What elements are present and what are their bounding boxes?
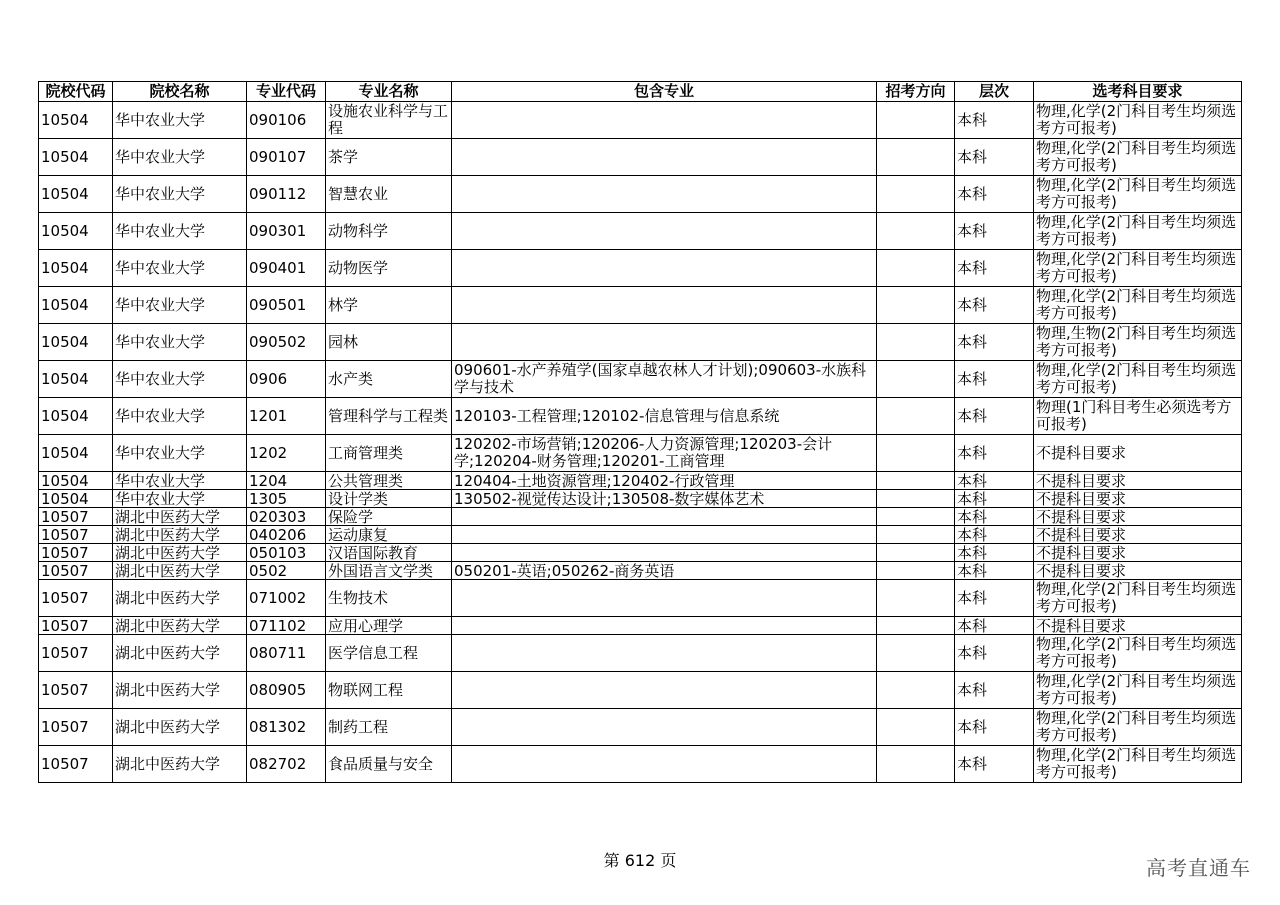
cell-school-code: 10504	[39, 176, 113, 213]
cell-school-code: 10504	[39, 435, 113, 472]
cell-major-name: 医学信息工程	[326, 635, 452, 672]
cell-major-code: 090107	[247, 139, 326, 176]
cell-level: 本科	[955, 361, 1034, 398]
cell-major-name: 工商管理类	[326, 435, 452, 472]
header-included-majors: 包含专业	[452, 82, 877, 102]
cell-included-majors	[452, 508, 877, 526]
cell-level: 本科	[955, 635, 1034, 672]
cell-school-code: 10504	[39, 213, 113, 250]
cell-subject-requirement: 不提科目要求	[1034, 526, 1242, 544]
cell-level: 本科	[955, 176, 1034, 213]
table-row	[39, 490, 1242, 508]
cell-major-code: 0502	[247, 562, 326, 580]
cell-subject-requirement: 物理,化学(2门科目考生均须选考方可报考)	[1034, 746, 1242, 783]
cell-school-name: 湖北中医药大学	[113, 526, 247, 544]
cell-major-name: 汉语国际教育	[326, 544, 452, 562]
cell-included-majors	[452, 287, 877, 324]
cell-major-code: 040206	[247, 526, 326, 544]
table-row	[39, 746, 1242, 783]
table-row	[39, 709, 1242, 746]
cell-major-name: 动物医学	[326, 250, 452, 287]
cell-school-code: 10504	[39, 361, 113, 398]
cell-school-code: 10507	[39, 544, 113, 562]
cell-subject-requirement: 物理(1门科目考生必须选考方可报考)	[1034, 398, 1242, 435]
cell-included-majors	[452, 213, 877, 250]
cell-direction	[877, 213, 955, 250]
cell-major-name: 茶学	[326, 139, 452, 176]
cell-major-code: 020303	[247, 508, 326, 526]
cell-included-majors	[452, 526, 877, 544]
cell-school-name: 华中农业大学	[113, 398, 247, 435]
cell-level: 本科	[955, 435, 1034, 472]
cell-school-name: 湖北中医药大学	[113, 544, 247, 562]
cell-school-name: 华中农业大学	[113, 472, 247, 490]
cell-school-code: 10504	[39, 139, 113, 176]
cell-major-name: 公共管理类	[326, 472, 452, 490]
cell-subject-requirement: 不提科目要求	[1034, 508, 1242, 526]
cell-direction	[877, 250, 955, 287]
cell-included-majors	[452, 672, 877, 709]
cell-school-code: 10507	[39, 672, 113, 709]
cell-major-name: 食品质量与安全	[326, 746, 452, 783]
cell-school-name: 华中农业大学	[113, 139, 247, 176]
cell-major-name: 保险学	[326, 508, 452, 526]
header-school-name: 院校名称	[113, 82, 247, 102]
cell-direction	[877, 617, 955, 635]
header-row	[39, 82, 1242, 102]
table-row	[39, 544, 1242, 562]
cell-school-code: 10504	[39, 250, 113, 287]
header-major-name: 专业名称	[326, 82, 452, 102]
cell-included-majors: 120202-市场营销;120206-人力资源管理;120203-会计学;120204-财务管理;120201-工商管理	[452, 435, 877, 472]
cell-major-code: 050103	[247, 544, 326, 562]
cell-subject-requirement: 不提科目要求	[1034, 490, 1242, 508]
cell-school-name: 湖北中医药大学	[113, 635, 247, 672]
table-row	[39, 672, 1242, 709]
cell-school-code: 10507	[39, 580, 113, 617]
cell-level: 本科	[955, 324, 1034, 361]
cell-subject-requirement: 不提科目要求	[1034, 562, 1242, 580]
table-row	[39, 398, 1242, 435]
cell-major-name: 设施农业科学与工程	[326, 102, 452, 139]
cell-school-code: 10504	[39, 490, 113, 508]
cell-school-name: 湖北中医药大学	[113, 580, 247, 617]
cell-included-majors	[452, 580, 877, 617]
cell-school-name: 湖北中医药大学	[113, 709, 247, 746]
cell-direction	[877, 672, 955, 709]
cell-major-code: 1204	[247, 472, 326, 490]
cell-school-name: 华中农业大学	[113, 176, 247, 213]
cell-level: 本科	[955, 562, 1034, 580]
cell-included-majors: 130502-视觉传达设计;130508-数字媒体艺术	[452, 490, 877, 508]
cell-direction	[877, 139, 955, 176]
cell-direction	[877, 324, 955, 361]
cell-included-majors	[452, 635, 877, 672]
cell-major-code: 080711	[247, 635, 326, 672]
cell-level: 本科	[955, 139, 1034, 176]
cell-school-code: 10507	[39, 709, 113, 746]
cell-major-name: 水产类	[326, 361, 452, 398]
cell-school-name: 华中农业大学	[113, 490, 247, 508]
cell-major-code: 080905	[247, 672, 326, 709]
cell-school-code: 10504	[39, 287, 113, 324]
cell-direction	[877, 746, 955, 783]
cell-major-name: 动物科学	[326, 213, 452, 250]
cell-included-majors	[452, 544, 877, 562]
table-row	[39, 435, 1242, 472]
header-direction: 招考方向	[877, 82, 955, 102]
cell-subject-requirement: 物理,化学(2门科目考生均须选考方可报考)	[1034, 139, 1242, 176]
cell-direction	[877, 435, 955, 472]
cell-included-majors	[452, 139, 877, 176]
cell-major-name: 应用心理学	[326, 617, 452, 635]
cell-included-majors: 090601-水产养殖学(国家卓越农林人才计划);090603-水族科学与技术	[452, 361, 877, 398]
cell-subject-requirement: 不提科目要求	[1034, 544, 1242, 562]
cell-school-name: 湖北中医药大学	[113, 617, 247, 635]
cell-level: 本科	[955, 544, 1034, 562]
cell-subject-requirement: 物理,化学(2门科目考生均须选考方可报考)	[1034, 580, 1242, 617]
cell-school-code: 10507	[39, 508, 113, 526]
cell-subject-requirement: 不提科目要求	[1034, 617, 1242, 635]
cell-school-name: 华中农业大学	[113, 324, 247, 361]
cell-major-code: 1202	[247, 435, 326, 472]
cell-major-code: 090106	[247, 102, 326, 139]
header-school-code: 院校代码	[39, 82, 113, 102]
cell-included-majors	[452, 250, 877, 287]
watermark: 高考直通车	[1146, 856, 1251, 880]
table-body	[39, 102, 1242, 783]
cell-school-name: 华中农业大学	[113, 361, 247, 398]
cell-included-majors	[452, 324, 877, 361]
cell-major-code: 081302	[247, 709, 326, 746]
cell-level: 本科	[955, 746, 1034, 783]
cell-included-majors	[452, 102, 877, 139]
cell-major-code: 090112	[247, 176, 326, 213]
cell-school-code: 10504	[39, 398, 113, 435]
cell-level: 本科	[955, 617, 1034, 635]
table-row	[39, 526, 1242, 544]
cell-direction	[877, 580, 955, 617]
admission-table	[38, 81, 1242, 783]
table-row	[39, 102, 1242, 139]
table-row	[39, 287, 1242, 324]
cell-direction	[877, 490, 955, 508]
cell-major-code: 082702	[247, 746, 326, 783]
cell-subject-requirement: 不提科目要求	[1034, 472, 1242, 490]
cell-school-code: 10507	[39, 746, 113, 783]
cell-direction	[877, 398, 955, 435]
cell-major-code: 090502	[247, 324, 326, 361]
cell-direction	[877, 508, 955, 526]
cell-major-code: 090401	[247, 250, 326, 287]
table-row	[39, 472, 1242, 490]
cell-subject-requirement: 物理,化学(2门科目考生均须选考方可报考)	[1034, 176, 1242, 213]
cell-subject-requirement: 物理,化学(2门科目考生均须选考方可报考)	[1034, 250, 1242, 287]
table-row	[39, 324, 1242, 361]
cell-direction	[877, 102, 955, 139]
cell-direction	[877, 562, 955, 580]
cell-direction	[877, 544, 955, 562]
table-row	[39, 361, 1242, 398]
cell-level: 本科	[955, 580, 1034, 617]
cell-school-name: 华中农业大学	[113, 435, 247, 472]
cell-school-name: 湖北中医药大学	[113, 746, 247, 783]
cell-subject-requirement: 物理,化学(2门科目考生均须选考方可报考)	[1034, 361, 1242, 398]
cell-subject-requirement: 物理,化学(2门科目考生均须选考方可报考)	[1034, 635, 1242, 672]
cell-school-name: 华中农业大学	[113, 213, 247, 250]
cell-direction	[877, 176, 955, 213]
cell-included-majors: 120103-工程管理;120102-信息管理与信息系统	[452, 398, 877, 435]
cell-subject-requirement: 物理,化学(2门科目考生均须选考方可报考)	[1034, 287, 1242, 324]
cell-major-name: 智慧农业	[326, 176, 452, 213]
table-row	[39, 617, 1242, 635]
cell-included-majors: 050201-英语;050262-商务英语	[452, 562, 877, 580]
cell-subject-requirement: 物理,生物(2门科目考生均须选考方可报考)	[1034, 324, 1242, 361]
cell-included-majors	[452, 617, 877, 635]
table-row	[39, 635, 1242, 672]
cell-level: 本科	[955, 508, 1034, 526]
cell-direction	[877, 361, 955, 398]
table-row	[39, 176, 1242, 213]
cell-school-name: 湖北中医药大学	[113, 672, 247, 709]
cell-major-name: 林学	[326, 287, 452, 324]
cell-school-code: 10504	[39, 102, 113, 139]
cell-direction	[877, 709, 955, 746]
cell-major-name: 制药工程	[326, 709, 452, 746]
cell-major-name: 管理科学与工程类	[326, 398, 452, 435]
cell-included-majors	[452, 709, 877, 746]
cell-level: 本科	[955, 490, 1034, 508]
table-row	[39, 580, 1242, 617]
cell-school-name: 华中农业大学	[113, 102, 247, 139]
cell-included-majors	[452, 746, 877, 783]
cell-direction	[877, 472, 955, 490]
cell-level: 本科	[955, 472, 1034, 490]
cell-level: 本科	[955, 526, 1034, 544]
cell-level: 本科	[955, 287, 1034, 324]
cell-major-name: 物联网工程	[326, 672, 452, 709]
cell-school-code: 10507	[39, 617, 113, 635]
table-row	[39, 213, 1242, 250]
cell-subject-requirement: 物理,化学(2门科目考生均须选考方可报考)	[1034, 213, 1242, 250]
cell-major-name: 设计学类	[326, 490, 452, 508]
cell-level: 本科	[955, 672, 1034, 709]
cell-major-code: 090501	[247, 287, 326, 324]
cell-major-code: 071002	[247, 580, 326, 617]
cell-level: 本科	[955, 398, 1034, 435]
cell-school-code: 10507	[39, 526, 113, 544]
cell-level: 本科	[955, 213, 1034, 250]
cell-major-name: 生物技术	[326, 580, 452, 617]
cell-major-code: 0906	[247, 361, 326, 398]
header-level: 层次	[955, 82, 1034, 102]
cell-school-code: 10507	[39, 635, 113, 672]
cell-level: 本科	[955, 250, 1034, 287]
page-number: 第 612 页	[603, 851, 677, 870]
table-row	[39, 139, 1242, 176]
header-major-code: 专业代码	[247, 82, 326, 102]
cell-school-name: 华中农业大学	[113, 287, 247, 324]
cell-subject-requirement: 物理,化学(2门科目考生均须选考方可报考)	[1034, 709, 1242, 746]
cell-school-name: 华中农业大学	[113, 250, 247, 287]
table-row	[39, 508, 1242, 526]
cell-included-majors: 120404-土地资源管理;120402-行政管理	[452, 472, 877, 490]
cell-major-name: 外国语言文学类	[326, 562, 452, 580]
cell-direction	[877, 287, 955, 324]
cell-school-name: 湖北中医药大学	[113, 508, 247, 526]
cell-major-code: 1201	[247, 398, 326, 435]
header-subject-requirement: 选考科目要求	[1034, 82, 1242, 102]
cell-major-code: 090301	[247, 213, 326, 250]
cell-major-code: 1305	[247, 490, 326, 508]
cell-major-code: 071102	[247, 617, 326, 635]
cell-subject-requirement: 物理,化学(2门科目考生均须选考方可报考)	[1034, 672, 1242, 709]
cell-school-code: 10504	[39, 472, 113, 490]
cell-included-majors	[452, 176, 877, 213]
cell-level: 本科	[955, 102, 1034, 139]
cell-school-code: 10507	[39, 562, 113, 580]
cell-subject-requirement: 物理,化学(2门科目考生均须选考方可报考)	[1034, 102, 1242, 139]
cell-major-name: 园林	[326, 324, 452, 361]
cell-major-name: 运动康复	[326, 526, 452, 544]
cell-subject-requirement: 不提科目要求	[1034, 435, 1242, 472]
table-row	[39, 250, 1242, 287]
cell-school-name: 湖北中医药大学	[113, 562, 247, 580]
cell-level: 本科	[955, 709, 1034, 746]
cell-direction	[877, 526, 955, 544]
table-row	[39, 562, 1242, 580]
cell-school-code: 10504	[39, 324, 113, 361]
cell-direction	[877, 635, 955, 672]
